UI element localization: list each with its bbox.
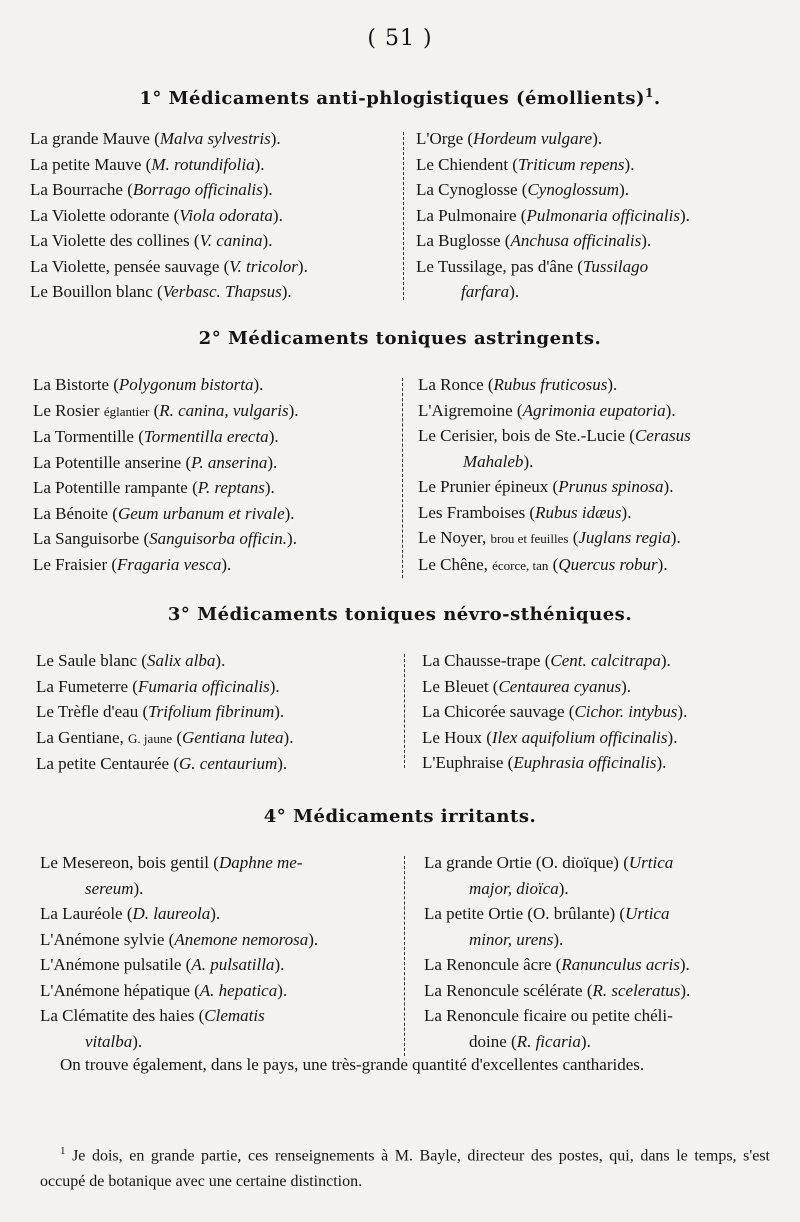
plant-latin-name: Anchusa officinalis bbox=[510, 231, 642, 250]
plant-end: ). bbox=[592, 129, 603, 148]
plant-common-name: La Potentille rampante ( bbox=[33, 478, 198, 497]
plant-latin-name: Anemone nemorosa bbox=[174, 929, 309, 949]
column-divider bbox=[404, 654, 405, 768]
plant-entry bbox=[416, 152, 690, 178]
plant-end: ). bbox=[215, 651, 226, 670]
plant-end: ). bbox=[558, 878, 569, 898]
section-3-right-list bbox=[422, 648, 687, 776]
plant-common-name: Le Rosier bbox=[33, 400, 104, 420]
plant-common-name: Le Tussilage, pas d'âne ( bbox=[416, 256, 583, 276]
plant-entry bbox=[416, 254, 690, 280]
plant-entry bbox=[422, 674, 687, 700]
plant-common-name: La Violette, pensée sauvage ( bbox=[30, 256, 230, 276]
plant-entry bbox=[40, 850, 318, 876]
plant-latin-name: Rubus idæus bbox=[535, 502, 622, 522]
plant-end: ). bbox=[297, 256, 308, 276]
plant-latin-name: Sanguisorba officin. bbox=[149, 529, 288, 548]
plant-entry bbox=[422, 699, 687, 725]
plant-common-name: La grande Mauve ( bbox=[30, 129, 160, 148]
plant-latin-name: Prunus spinosa bbox=[558, 477, 664, 496]
plant-latin-name: V. canina bbox=[199, 231, 263, 250]
plant-entry bbox=[33, 372, 299, 398]
plant-common-name: La petite Mauve ( bbox=[30, 154, 152, 174]
plant-end: ). bbox=[253, 375, 264, 394]
plant-entry bbox=[424, 978, 690, 1004]
plant-end: ). bbox=[667, 727, 678, 747]
plant-latin-name: Mahaleb bbox=[463, 451, 524, 471]
plant-common-name: La Gentiane, bbox=[36, 727, 129, 747]
plant-latin-name: major, dioïca bbox=[469, 878, 559, 898]
plant-common-name: Le Chiendent ( bbox=[416, 154, 518, 174]
plant-end: ). bbox=[262, 180, 273, 199]
plant-entry bbox=[36, 648, 293, 674]
plant-common-name: La Cynoglosse ( bbox=[416, 180, 528, 199]
plant-end: ). bbox=[619, 180, 629, 199]
plant-entry bbox=[424, 1029, 690, 1055]
plant-latin-name: Ilex aquifolium officinalis bbox=[491, 727, 668, 747]
plant-paren: ( bbox=[149, 400, 160, 420]
plant-common-name: La Bénoite ( bbox=[33, 503, 118, 523]
plant-entry bbox=[418, 500, 691, 526]
plant-entry bbox=[40, 1029, 318, 1055]
plant-common-name: La petite Centaurée ( bbox=[36, 754, 180, 773]
plant-end: ). bbox=[656, 753, 667, 772]
plant-common-name: Le Prunier épineux ( bbox=[418, 477, 559, 496]
plant-common-name: La Renoncule scélérate ( bbox=[424, 980, 593, 1000]
plant-common-name: L'Anémone pulsatile ( bbox=[40, 955, 192, 974]
plant-common-name: L'Aigremoine ( bbox=[418, 400, 523, 420]
plant-entry bbox=[424, 901, 690, 927]
plant-latin-name: Fumaria officinalis bbox=[137, 676, 270, 696]
plant-end: ). bbox=[281, 282, 292, 301]
plant-entry bbox=[424, 1003, 690, 1029]
plant-entry bbox=[33, 450, 299, 476]
plant-latin-name: Salix alba bbox=[146, 651, 216, 670]
plant-entry bbox=[416, 203, 690, 229]
plant-end: ). bbox=[269, 676, 280, 696]
section-3-left-list bbox=[36, 648, 293, 777]
closing-paragraph: On trouve également, dans le pays, une très-grande quantité d'excellentes cantharides. bbox=[60, 1055, 645, 1074]
plant-entry bbox=[422, 750, 687, 776]
footnote-text: Je dois, en grande partie, ces renseignements à M. Bayle, directeur des postes, qui, dans le temps, s'est occupé de botanique avec une certaine distinction. bbox=[40, 1147, 771, 1191]
plant-end: ). bbox=[133, 878, 144, 898]
plant-end: ). bbox=[262, 231, 273, 250]
plant-latin-name: sereum bbox=[85, 878, 134, 898]
plant-latin-name: A. hepatica bbox=[199, 980, 278, 1000]
column-divider bbox=[403, 132, 404, 300]
plant-latin-name: A. pulsatilla bbox=[191, 955, 275, 974]
plant-latin-name: G. centaurium bbox=[179, 754, 278, 773]
plant-common-name: Le Trèfle d'eau ( bbox=[36, 702, 149, 721]
plant-end: ). bbox=[283, 727, 294, 747]
plant-common-name: La Violette des collines ( bbox=[30, 231, 200, 250]
plant-end: ). bbox=[665, 400, 676, 420]
plant-end: ). bbox=[677, 702, 688, 721]
plant-common-name: La Lauréole ( bbox=[40, 904, 133, 923]
plant-end: ). bbox=[277, 980, 288, 1000]
plant-entry bbox=[30, 228, 308, 254]
plant-common-name: L'Anémone sylvie ( bbox=[40, 929, 175, 949]
column-divider bbox=[402, 378, 403, 578]
plant-entry bbox=[36, 674, 293, 700]
plant-latin-name: R. canina, vulgaris bbox=[159, 400, 289, 420]
plant-latin-name: Viola odorata bbox=[179, 205, 273, 225]
plant-entry bbox=[416, 279, 690, 305]
plant-entry bbox=[40, 901, 318, 927]
plant-end: ). bbox=[268, 427, 279, 446]
plant-common-name: La Buglosse ( bbox=[416, 231, 511, 250]
plant-common-name: Le Saule blanc ( bbox=[36, 651, 147, 670]
plant-entry bbox=[36, 751, 293, 777]
plant-end: ). bbox=[580, 1031, 591, 1051]
plant-entry bbox=[36, 699, 293, 725]
plant-common-name: La Potentille anserine ( bbox=[33, 452, 192, 472]
plant-latin-name: Verbasc. Thapsus bbox=[162, 282, 282, 301]
plant-latin-name: Triticum repens bbox=[517, 154, 625, 174]
plant-end: ). bbox=[272, 205, 283, 225]
plant-entry bbox=[33, 501, 299, 527]
plant-end: ). bbox=[607, 375, 618, 394]
plant-end: ). bbox=[641, 231, 652, 250]
plant-common-name: Le Bouillon blanc ( bbox=[30, 282, 163, 301]
plant-entry bbox=[33, 475, 299, 501]
plant-latin-name: Clematis bbox=[204, 1006, 265, 1025]
plant-paren: ( bbox=[568, 528, 579, 547]
plant-common-name: La Bistorte ( bbox=[33, 375, 119, 394]
plant-common-name: La Bourrache ( bbox=[30, 180, 133, 199]
plant-end: ). bbox=[264, 478, 275, 497]
section-heading-4: 4° Médicaments irritants. bbox=[263, 806, 537, 827]
plant-entry bbox=[40, 952, 318, 978]
plant-end: ). bbox=[680, 980, 691, 1000]
plant-paren: ( bbox=[172, 727, 183, 747]
plant-entry bbox=[36, 725, 293, 752]
section-heading-1: 1° Médicaments anti-phlogistiques (émollients)$^1$. bbox=[139, 86, 661, 109]
plant-common-name: L'Euphraise ( bbox=[422, 753, 514, 772]
plant-latin-name: Polygonum bistorta bbox=[118, 375, 254, 394]
plant-entry bbox=[30, 254, 308, 280]
plant-common-name: La Violette odorante ( bbox=[30, 205, 180, 225]
plant-entry bbox=[418, 372, 691, 398]
plant-end: ). bbox=[287, 529, 297, 548]
plant-common-name: Le Mesereon, bois gentil ( bbox=[40, 853, 219, 872]
plant-entry bbox=[418, 423, 691, 449]
plant-latin-name: Gentiana lutea bbox=[182, 727, 284, 747]
plant-entry bbox=[422, 648, 687, 674]
plant-end: ). bbox=[509, 282, 520, 301]
section-4-left-list bbox=[40, 850, 318, 1054]
plant-latin-name: Ranunculus acris bbox=[561, 955, 680, 974]
plant-end: ). bbox=[624, 154, 635, 174]
plant-latin-name: Juglans regia bbox=[578, 528, 671, 547]
plant-note: églantier bbox=[103, 403, 150, 419]
plant-common-name: La Fumeterre ( bbox=[36, 676, 138, 696]
plant-entry bbox=[30, 177, 308, 203]
plant-entry bbox=[424, 850, 690, 876]
plant-common-name: doine ( bbox=[469, 1031, 517, 1051]
plant-entry bbox=[416, 228, 690, 254]
plant-entry bbox=[30, 279, 308, 305]
section-4-right-list bbox=[424, 850, 690, 1054]
plant-latin-name: V. tricolor bbox=[229, 256, 298, 276]
plant-entry bbox=[40, 927, 318, 953]
plant-end: ). bbox=[663, 477, 674, 496]
section-2-right-list bbox=[418, 372, 691, 578]
plant-paren: ( bbox=[548, 554, 559, 574]
plant-latin-name: Geum urbanum et rivale bbox=[117, 503, 285, 523]
plant-latin-name: Cichor. intybus bbox=[574, 702, 678, 721]
plant-latin-name: Pulmonaria officinalis bbox=[526, 205, 680, 225]
plant-common-name: Le Chêne, bbox=[418, 554, 493, 574]
plant-end: ). bbox=[660, 651, 671, 670]
plant-latin-name: Malva sylvestris bbox=[159, 129, 271, 148]
plant-common-name: La Chausse-trape ( bbox=[422, 651, 551, 670]
plant-end: ). bbox=[288, 400, 299, 420]
plant-end: ). bbox=[553, 929, 564, 949]
plant-latin-name: P. anserina bbox=[191, 452, 268, 472]
plant-latin-name: Euphrasia officinalis bbox=[513, 753, 657, 772]
plant-latin-name: minor, urens bbox=[469, 929, 554, 949]
plant-entry bbox=[418, 525, 691, 552]
plant-end: ). bbox=[132, 1031, 143, 1051]
plant-latin-name: Daphne me- bbox=[218, 853, 303, 872]
plant-common-name: L'Anémone hépatique ( bbox=[40, 980, 200, 1000]
plant-entry bbox=[40, 876, 318, 902]
plant-end: ). bbox=[621, 676, 631, 696]
plant-latin-name: Centaurea cyanus bbox=[498, 676, 622, 696]
page-number: ( 51 ) bbox=[367, 26, 433, 51]
plant-end: ). bbox=[308, 929, 319, 949]
section-1-right-list bbox=[416, 126, 690, 305]
plant-end: ). bbox=[210, 904, 221, 923]
plant-latin-name: Cent. calcitrapa bbox=[550, 651, 661, 670]
plant-entry bbox=[418, 398, 691, 424]
plant-entry bbox=[418, 474, 691, 500]
section-heading-3: 3° Médicaments toniques névro-sthéniques. bbox=[167, 604, 633, 625]
plant-entry bbox=[33, 398, 299, 425]
plant-common-name: La Renoncule âcre ( bbox=[424, 955, 562, 974]
plant-latin-name: R. ficaria bbox=[516, 1031, 581, 1051]
plant-latin-name: D. laureola bbox=[132, 904, 211, 923]
plant-entry bbox=[418, 552, 691, 579]
column-divider bbox=[404, 856, 405, 1056]
plant-common-name: La petite Ortie (O. brûlante) ( bbox=[424, 904, 626, 923]
section-heading-2: 2° Médicaments toniques astringents. bbox=[198, 328, 602, 349]
plant-common-name: Le Bleuet ( bbox=[422, 676, 499, 696]
plant-end: ). bbox=[679, 205, 690, 225]
plant-latin-name: Quercus robur bbox=[558, 554, 658, 574]
plant-end: ). bbox=[270, 129, 281, 148]
plant-latin-name: vitalba bbox=[85, 1031, 133, 1051]
plant-entry bbox=[40, 1003, 318, 1029]
plant-latin-name: Cerasus bbox=[634, 426, 691, 445]
plant-latin-name: Rubus fruticosus bbox=[493, 375, 608, 394]
plant-common-name: La Sanguisorbe ( bbox=[33, 529, 150, 548]
plant-entry bbox=[424, 952, 690, 978]
plant-latin-name: Urtica bbox=[625, 904, 670, 923]
plant-common-name: La Tormentille ( bbox=[33, 427, 144, 446]
plant-common-name: Le Cerisier, bois de Ste.-Lucie ( bbox=[418, 426, 635, 445]
plant-entry bbox=[33, 424, 299, 450]
plant-common-name: Le Fraisier ( bbox=[33, 554, 118, 574]
plant-latin-name: Trifolium fibrinum bbox=[148, 702, 275, 721]
plant-entry bbox=[424, 876, 690, 902]
plant-common-name: La Chicorée sauvage ( bbox=[422, 702, 575, 721]
plant-common-name: La Clématite des haies ( bbox=[40, 1006, 205, 1025]
plant-latin-name: Urtica bbox=[628, 853, 674, 872]
plant-end: ). bbox=[274, 702, 285, 721]
plant-end: ). bbox=[267, 452, 278, 472]
plant-common-name: La Renoncule ficaire ou petite chéli- bbox=[424, 1006, 673, 1025]
plant-entry bbox=[416, 126, 690, 152]
plant-latin-name: Fragaria vesca bbox=[117, 554, 222, 574]
plant-entry bbox=[30, 203, 308, 229]
plant-latin-name: R. sceleratus bbox=[592, 980, 681, 1000]
plant-entry bbox=[40, 978, 318, 1004]
plant-common-name: La Pulmonaire ( bbox=[416, 205, 527, 225]
plant-note: brou et feuilles bbox=[490, 531, 569, 546]
plant-end: ). bbox=[284, 503, 295, 523]
plant-end: ). bbox=[657, 554, 668, 574]
section-1-left-list bbox=[30, 126, 308, 305]
plant-common-name: La Ronce ( bbox=[418, 375, 494, 394]
plant-end: ). bbox=[274, 955, 285, 974]
plant-end: ). bbox=[254, 154, 265, 174]
plant-common-name: L'Orge ( bbox=[416, 129, 474, 148]
plant-latin-name: Tussilago bbox=[582, 256, 649, 276]
plant-latin-name: Borrago officinalis bbox=[132, 180, 263, 199]
plant-common-name: Les Framboises ( bbox=[418, 502, 536, 522]
plant-latin-name: P. reptans bbox=[197, 478, 265, 497]
plant-entry bbox=[416, 177, 690, 203]
plant-end: ). bbox=[679, 955, 690, 974]
plant-note: écorce, tan bbox=[492, 557, 549, 573]
footnote bbox=[40, 1138, 770, 1195]
plant-entry bbox=[33, 526, 299, 552]
plant-end: ). bbox=[277, 754, 288, 773]
plant-end: ). bbox=[523, 451, 534, 471]
plant-entry bbox=[418, 449, 691, 475]
plant-common-name: Le Noyer, bbox=[418, 528, 491, 547]
plant-latin-name: Agrimonia eupatoria bbox=[522, 400, 666, 420]
plant-entry bbox=[424, 927, 690, 953]
plant-end: ). bbox=[670, 528, 681, 547]
plant-latin-name: M. rotundifolia bbox=[151, 154, 255, 174]
plant-common-name: La grande Ortie (O. dioïque) ( bbox=[424, 853, 629, 872]
plant-latin-name: Tormentilla erecta bbox=[143, 427, 269, 446]
plant-latin-name: Hordeum vulgare bbox=[473, 129, 593, 148]
section-2-left-list bbox=[33, 372, 299, 577]
plant-entry bbox=[30, 152, 308, 178]
plant-latin-name: Cynoglossum bbox=[527, 180, 620, 199]
plant-end: ). bbox=[621, 502, 632, 522]
plant-end: ). bbox=[221, 554, 232, 574]
plant-entry bbox=[30, 126, 308, 152]
plant-entry bbox=[422, 725, 687, 751]
plant-common-name: Le Houx ( bbox=[422, 727, 492, 747]
plant-latin-name: farfara bbox=[461, 282, 510, 301]
plant-entry bbox=[33, 552, 299, 578]
footnote-mark: 1 bbox=[60, 1145, 66, 1157]
plant-note: G. jaune bbox=[128, 730, 173, 746]
